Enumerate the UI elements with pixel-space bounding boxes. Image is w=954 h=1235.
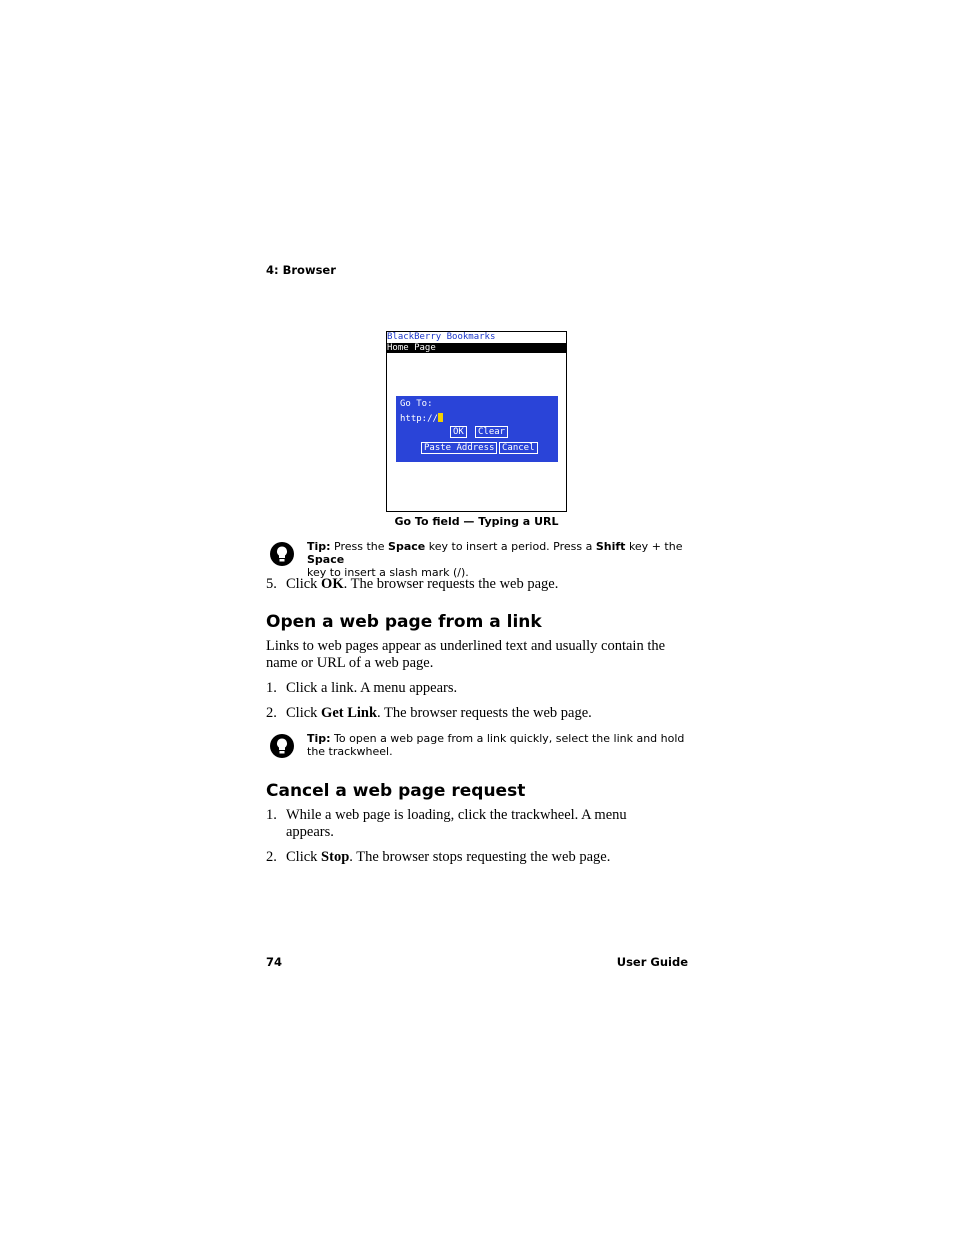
section-paragraph: Links to web pages appear as underlined text and usually contain the name or URL of a web page. [266,638,666,671]
cancel-button: Cancel [499,442,538,454]
figure-caption: Go To field — Typing a URL [394,515,559,528]
page-number: 74 [266,955,283,969]
text-cursor [438,413,443,422]
clear-button: Clear [475,426,508,438]
tip-space-shift: Tip: Press the Space key to insert a period. Press a Shift key + the Space key to insert a slash mark (/). [307,540,683,579]
url-field [400,413,443,424]
url-text: http:// [400,414,438,424]
chapter-header: 4: Browser [266,263,336,277]
bookmarks-title-bar: BlackBerry Bookmarks [387,332,496,342]
go-to-dialog [396,396,558,462]
section-heading-open-link: Open a web page from a link [266,612,542,632]
section-heading-cancel: Cancel a web page request [266,781,526,801]
paste-address-button: Paste Address [421,442,497,454]
home-page-row: Home Page [387,343,566,353]
footer-guide-title: User Guide [616,955,688,969]
go-to-label: Go To: [400,399,433,409]
lightbulb-icon [270,734,294,758]
lightbulb-icon [270,542,294,566]
ok-button: OK [450,426,467,438]
device-screenshot [386,331,567,512]
tip-open-link: Tip: To open a web page from a link quickly, select the link and hold the trackwheel. [307,732,685,758]
